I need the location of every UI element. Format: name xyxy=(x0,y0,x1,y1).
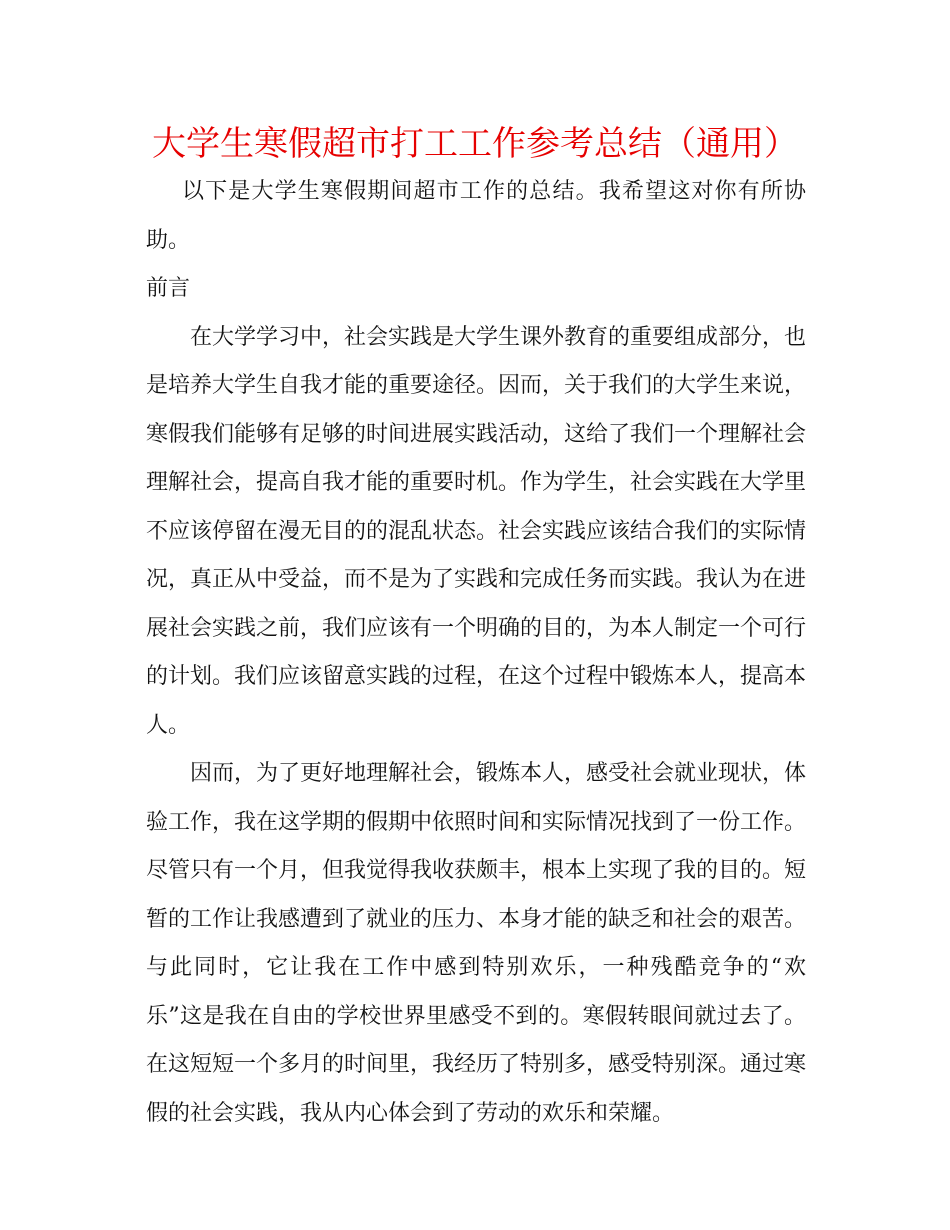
intro-paragraph: 以下是大学生寒假期间超市工作的总结。我希望这对你有所协助。 xyxy=(146,179,806,253)
section-heading: 前言 xyxy=(146,276,191,301)
document-title: 大学生寒假超市打工工作参考总结（通用） xyxy=(152,124,798,164)
body-paragraph-2: 因而，为了更好地理解社会，锻炼本人，感受社会就业现状，体验工作，我在这学期的假期中依照时间和实际情况找到了一份工作。尽管只有一个月，但我觉得我收获颇丰，根本上实现了我的目的。短暂的工作让我感遭到了就业的压力、本身才能的缺乏和社会的艰苦。与此同时，它让我在工作中感到特别欢乐，一种残酷竞争的“欢乐”这是我在自由的学校世界里感受不到的。寒假转眼间就过去了。在这短短一个多月的时间里，我经历了特别多，感受特别深。通过寒假的社会实践，我从内心体会到了劳动的欢乐和荣耀。 xyxy=(146,761,807,1126)
document-body xyxy=(146,168,806,1138)
body-paragraph-1: 在大学学习中，社会实践是大学生课外教育的重要组成部分，也是培养大学生自我才能的重要途径。因而，关于我们的大学生来说，寒假我们能够有足够的时间进展实践活动，这给了我们一个理解社会理解社会，提高自我才能的重要时机。作为学生，社会实践在大学里不应该停留在漫无目的的混乱状态。社会实践应该结合我们的实际情况，真正从中受益，而不是为了实践和完成任务而实践。我认为在进展社会实践之前，我们应该有一个明确的目的，为本人制定一个可行的计划。我们应该留意实践的过程，在这个过程中锻炼本人，提高本人。 xyxy=(146,324,807,738)
